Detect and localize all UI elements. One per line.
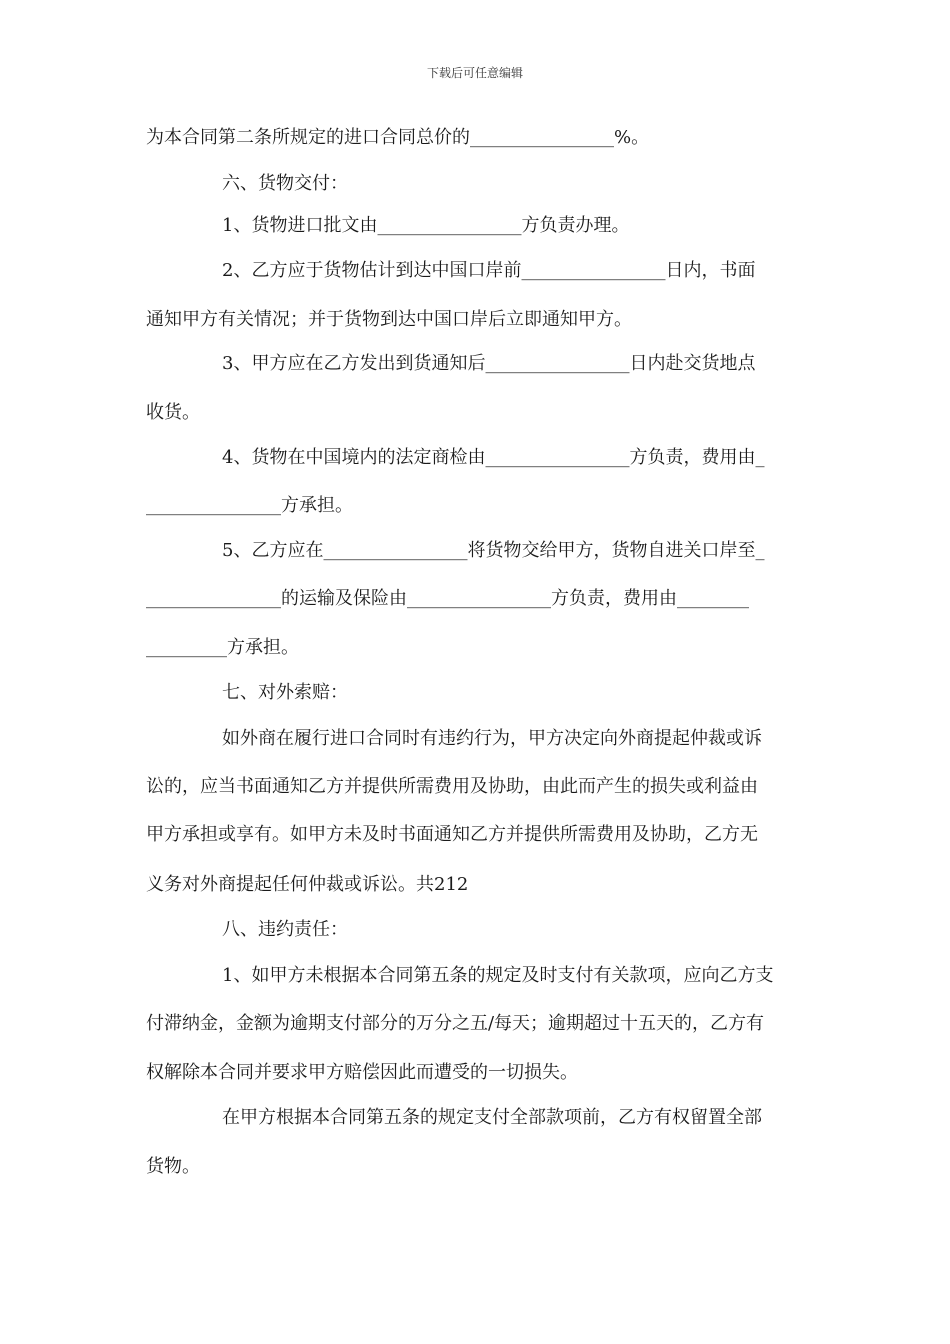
paragraph-line: 4、货物在中国境内的法定商检由________________方负责，费用由_ — [222, 447, 765, 468]
paragraph-line: 为本合同第二条所规定的进口合同总价的________________%。 — [146, 127, 650, 148]
page-header: 下载后可任意编辑 — [426, 66, 523, 80]
paragraph-line: 讼的，应当书面通知乙方并提供所需费用及协助，由此而产生的损失或利益由 — [146, 776, 758, 797]
paragraph-line: 货物。 — [146, 1156, 200, 1177]
paragraph-line: 如外商在履行进口合同时有违约行为，甲方决定向外商提起仲裁或诉 — [222, 728, 762, 749]
paragraph-line: 收货。 — [146, 402, 200, 423]
paragraph-line: 在甲方根据本合同第五条的规定支付全部款项前，乙方有权留置全部 — [222, 1107, 762, 1128]
paragraph-line: 甲方承担或享有。如甲方未及时书面通知乙方并提供所需费用及协助，乙方无 — [146, 824, 758, 845]
paragraph-line: 3、甲方应在乙方发出到货通知后________________日内赴交货地点 — [222, 353, 756, 374]
paragraph-line: _______________方承担。 — [146, 495, 353, 516]
paragraph-line: _______________的运输及保险由________________方负责，费用由________ — [146, 588, 749, 609]
paragraph-line: 1、货物进口批文由________________方负责办理。 — [222, 215, 630, 236]
section-heading-liability: 八、违约责任： — [222, 919, 348, 940]
paragraph-line: _________方承担。 — [146, 637, 299, 658]
section-heading-delivery: 六、货物交付： — [222, 173, 348, 194]
paragraph-line: 权解除本合同并要求甲方赔偿因此而遭受的一切损失。 — [146, 1062, 578, 1083]
paragraph-line: 通知甲方有关情况；并于货物到达中国口岸后立即通知甲方。 — [146, 309, 632, 330]
paragraph-line: 1、如甲方未根据本合同第五条的规定及时支付有关款项，应向乙方支 — [222, 965, 774, 986]
paragraph-line: 5、乙方应在________________将货物交给甲方，货物自进关口岸至_ — [222, 540, 765, 561]
paragraph-line: 义务对外商提起任何仲裁或诉讼。共212 — [146, 874, 469, 895]
section-heading-claims: 七、对外索赔： — [222, 682, 348, 703]
paragraph-line: 2、乙方应于货物估计到达中国口岸前________________日内，书面 — [222, 260, 756, 281]
paragraph-line: 付滞纳金，金额为逾期支付部分的万分之五/每天；逾期超过十五天的，乙方有 — [146, 1013, 765, 1034]
